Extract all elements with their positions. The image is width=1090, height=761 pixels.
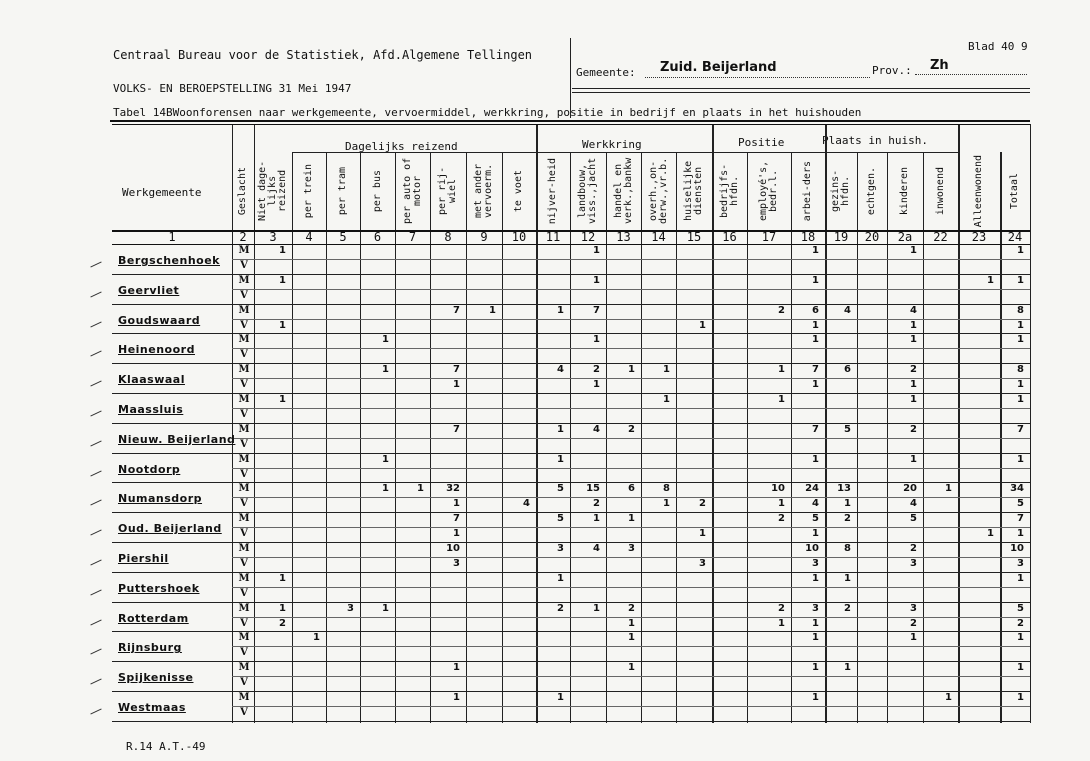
cell-value: 1 xyxy=(593,602,600,614)
cell-value: 2 xyxy=(910,617,917,629)
cell-value: 1 xyxy=(1017,572,1024,584)
sex-v: V xyxy=(240,528,248,540)
check-mark-icon xyxy=(90,411,101,417)
bureau-title: Centraal Bureau voor de Statistiek, Afd.Algemene Tellingen xyxy=(113,48,533,62)
werkgemeente-name: Klaaswaal xyxy=(118,373,185,387)
column-header-label: Alleenwonend xyxy=(973,154,984,228)
cell-value: 1 xyxy=(489,304,496,316)
cell-value: 1 xyxy=(812,334,819,346)
sex-m: M xyxy=(238,632,250,644)
column-header-10 xyxy=(502,156,536,226)
cell-value: 2 xyxy=(778,304,785,316)
cell-value: 1 xyxy=(453,528,460,540)
column-number: 24 xyxy=(1007,230,1023,244)
column-number: 8 xyxy=(444,230,452,244)
check-mark-icon xyxy=(90,321,101,327)
cell-value: 1 xyxy=(910,245,917,256)
cell-value: 2 xyxy=(778,513,785,525)
cell-value: 1 xyxy=(663,498,670,510)
column-number: 16 xyxy=(722,230,737,244)
cell-value: 34 xyxy=(1010,483,1024,495)
cell-value: 1 xyxy=(812,617,819,629)
cell-value: 7 xyxy=(453,364,460,376)
cell-value: 1 xyxy=(812,453,819,465)
column-header-6 xyxy=(360,156,395,226)
column-header-13 xyxy=(606,156,641,226)
column-number: 2a xyxy=(897,230,913,244)
cell-value: 1 xyxy=(987,528,994,540)
check-mark-icon xyxy=(90,589,101,595)
check-mark-icon xyxy=(90,381,101,387)
sex-v: V xyxy=(240,468,248,480)
cell-value: 3 xyxy=(453,557,460,569)
cell-value: 2 xyxy=(910,423,917,435)
sex-m: M xyxy=(238,543,250,554)
sex-m: M xyxy=(238,483,250,495)
cell-value: 1 xyxy=(593,334,600,346)
group-werkkring: Werkkring xyxy=(582,138,642,151)
column-number: 18 xyxy=(800,230,816,244)
cell-value: 1 xyxy=(812,528,819,540)
sex-v: V xyxy=(240,587,248,599)
cell-value: 5 xyxy=(557,513,564,525)
cell-value: 1 xyxy=(987,274,994,286)
column-number: 10 xyxy=(511,230,527,244)
cell-value: 24 xyxy=(805,483,819,495)
cell-value: 1 xyxy=(382,602,389,614)
column-number: 20 xyxy=(864,230,880,244)
cell-value: 2 xyxy=(699,498,706,510)
cell-value: 10 xyxy=(771,483,785,495)
cell-value: 1 xyxy=(593,513,600,525)
column-number: 15 xyxy=(686,230,702,244)
column-header-5 xyxy=(326,156,360,226)
column-number: 19 xyxy=(833,230,849,244)
werkgemeente-name: Piershil xyxy=(118,552,169,565)
cell-value: 3 xyxy=(812,602,819,614)
sex-v: V xyxy=(240,677,248,689)
column-header-23 xyxy=(958,156,1000,226)
sex-v: V xyxy=(240,438,248,450)
cell-value: 7 xyxy=(453,513,460,525)
cell-value: 1 xyxy=(778,394,785,405)
cell-value: 2 xyxy=(557,602,564,614)
cell-value: 1 xyxy=(1017,692,1024,703)
gemeente-label: Gemeente: xyxy=(576,66,636,79)
column-header-19 xyxy=(825,156,857,226)
prov-label: Prov.: xyxy=(872,64,912,77)
cell-value: 1 xyxy=(812,245,819,256)
check-mark-icon xyxy=(90,530,101,536)
sex-m: M xyxy=(238,692,250,703)
cell-value: 1 xyxy=(1017,394,1024,405)
check-mark-icon xyxy=(90,351,101,357)
column-header-24 xyxy=(1000,156,1030,226)
cell-value: 1 xyxy=(557,423,564,435)
cell-value: 1 xyxy=(812,319,819,331)
cell-value: 1 xyxy=(812,572,819,584)
column-number: 7 xyxy=(408,230,417,244)
sex-m: M xyxy=(238,453,250,465)
cell-value: 1 xyxy=(844,498,851,510)
column-header-label: overh.,on-derw.,vr.b. xyxy=(647,157,669,225)
cell-value: 7 xyxy=(593,304,600,316)
column-number: 23 xyxy=(971,230,987,244)
cell-value: 1 xyxy=(910,334,917,346)
cell-value: 1 xyxy=(812,274,819,286)
cell-value: 32 xyxy=(446,483,460,495)
werkgemeente-name: Nootdorp xyxy=(118,462,181,476)
column-number: 3 xyxy=(269,230,277,244)
group-positie: Positie xyxy=(738,136,785,149)
column-header-label: kinderen xyxy=(899,166,910,216)
cell-value: 10 xyxy=(1010,543,1024,554)
cell-value: 1 xyxy=(1017,528,1024,540)
check-mark-icon xyxy=(90,709,101,715)
cell-value: 1 xyxy=(1017,379,1024,391)
cell-value: 2 xyxy=(1017,617,1024,629)
cell-value: 3 xyxy=(347,602,354,614)
cell-value: 1 xyxy=(279,394,286,405)
werkgemeente-name: Rotterdam xyxy=(118,611,189,625)
cell-value: 13 xyxy=(837,483,851,495)
cell-value: 2 xyxy=(778,602,785,614)
column-header-17 xyxy=(747,156,791,226)
cell-value: 8 xyxy=(663,483,670,495)
column-header-18 xyxy=(791,156,825,226)
column-header-4 xyxy=(292,156,326,226)
cell-value: 2 xyxy=(279,617,286,629)
column-header-label: Totaal xyxy=(1009,172,1020,210)
column-header-16 xyxy=(712,156,747,226)
cell-value: 4 xyxy=(910,498,917,510)
sex-m: M xyxy=(238,423,250,435)
cell-value: 1 xyxy=(628,617,635,629)
cell-value: 1 xyxy=(382,483,389,495)
cell-value: 7 xyxy=(1017,423,1024,435)
check-mark-icon xyxy=(90,470,101,476)
column-header-2a xyxy=(887,156,923,226)
column-header-label: handel en verk.,bankw xyxy=(612,157,634,225)
sex-m: M xyxy=(238,394,250,405)
column-header-label: per bus xyxy=(371,169,383,213)
werkgemeente-name: Heinenoord xyxy=(118,343,195,357)
sex-m: M xyxy=(238,334,250,346)
cell-value: 1 xyxy=(593,245,600,256)
group-plaats: Plaats in huish. xyxy=(822,134,928,147)
sex-v: V xyxy=(240,319,248,331)
header-werkgemeente: Werkgemeente xyxy=(122,186,202,199)
cell-value: 1 xyxy=(453,498,460,510)
column-header-label: Geslacht xyxy=(237,166,248,216)
column-header-11 xyxy=(536,156,570,226)
sex-v: V xyxy=(240,557,248,569)
cell-value: 1 xyxy=(382,334,389,346)
werkgemeente-name: Nieuw. Beijerland xyxy=(118,432,236,446)
column-number: 12 xyxy=(580,230,596,244)
cell-value: 7 xyxy=(453,304,460,316)
column-number: 5 xyxy=(339,230,347,244)
cell-value: 1 xyxy=(844,662,851,674)
cell-value: 1 xyxy=(945,483,952,495)
census-title: VOLKS- EN BEROEPSTELLING 31 Mei 1947 xyxy=(113,82,352,95)
check-mark-icon xyxy=(90,500,101,506)
cell-value: 2 xyxy=(844,602,851,614)
cell-value: 5 xyxy=(557,483,564,495)
column-header-label: per rij-wiel xyxy=(437,166,458,216)
cell-value: 1 xyxy=(453,379,460,391)
sex-v: V xyxy=(240,647,248,659)
werkgemeente-name: Goudswaard xyxy=(118,313,201,327)
column-number: 4 xyxy=(305,230,313,244)
cell-value: 1 xyxy=(1017,334,1024,346)
column-header-15 xyxy=(676,156,712,226)
cell-value: 2 xyxy=(628,602,635,614)
cell-value: 1 xyxy=(453,692,460,703)
sex-v: V xyxy=(240,617,248,629)
cell-value: 15 xyxy=(586,483,600,495)
cell-value: 4 xyxy=(844,304,851,316)
cell-value: 1 xyxy=(699,319,706,331)
cell-value: 7 xyxy=(812,364,819,376)
werkgemeente-name: Spijkenisse xyxy=(118,671,194,685)
cell-value: 6 xyxy=(812,304,819,316)
cell-value: 1 xyxy=(628,662,635,674)
cell-value: 2 xyxy=(628,423,635,435)
column-number: 13 xyxy=(616,230,631,244)
column-header-label: gezins-hfdn. xyxy=(830,169,851,213)
cell-value: 1 xyxy=(812,632,819,644)
check-mark-icon xyxy=(90,440,101,446)
cell-value: 1 xyxy=(279,319,286,331)
cell-value: 8 xyxy=(844,543,851,554)
cell-value: 3 xyxy=(557,543,564,554)
cell-value: 3 xyxy=(699,557,706,569)
cell-value: 5 xyxy=(844,423,851,435)
column-header-label: bedrijfs-hfdn. xyxy=(718,163,740,219)
cell-value: 1 xyxy=(812,692,819,703)
column-number: 9 xyxy=(480,230,488,244)
sex-v: V xyxy=(240,379,248,391)
cell-value: 1 xyxy=(593,379,600,391)
cell-value: 8 xyxy=(1017,304,1024,316)
cell-value: 8 xyxy=(1017,364,1024,376)
cell-value: 3 xyxy=(1017,557,1024,569)
werkgemeente-name: Rijnsburg xyxy=(118,641,182,655)
column-header-label: Niet dage-lijks reizend xyxy=(257,160,288,222)
cell-value: 1 xyxy=(417,483,424,495)
cell-value: 1 xyxy=(910,632,917,644)
column-header-label: huiselijke diensten xyxy=(683,160,704,222)
cell-value: 1 xyxy=(1017,632,1024,644)
column-header-20 xyxy=(857,156,887,226)
cell-value: 1 xyxy=(279,572,286,584)
cell-value: 3 xyxy=(910,602,917,614)
column-number: 2 xyxy=(239,230,247,244)
cell-value: 1 xyxy=(663,364,670,376)
table-title: Tabel 14BWoonforensen naar werkgemeente, vervoermiddel, werkkring, positie in bedrijf en plaats in het huishouden xyxy=(113,106,862,119)
cell-value: 6 xyxy=(628,483,635,495)
column-header-label: nijver-heid xyxy=(547,157,558,225)
cell-value: 20 xyxy=(903,483,917,495)
cell-value: 1 xyxy=(910,394,917,405)
column-header-label: landbouw, viss.,jacht xyxy=(577,157,598,225)
cell-value: 1 xyxy=(279,602,286,614)
cell-value: 4 xyxy=(523,498,530,510)
cell-value: 1 xyxy=(279,245,286,256)
cell-value: 1 xyxy=(628,632,635,644)
cell-value: 5 xyxy=(812,513,819,525)
cell-value: 2 xyxy=(910,543,917,554)
werkgemeente-name: Bergschenhoek xyxy=(118,254,220,267)
cell-value: 10 xyxy=(805,543,819,554)
column-number: 17 xyxy=(761,230,777,244)
cell-value: 2 xyxy=(593,364,600,376)
column-header-label: te voet xyxy=(513,169,524,213)
column-number: 14 xyxy=(651,230,666,244)
cell-value: 1 xyxy=(812,662,819,674)
cell-value: 2 xyxy=(844,513,851,525)
column-number: 11 xyxy=(545,230,561,244)
cell-value: 1 xyxy=(663,394,670,405)
column-header-3 xyxy=(254,156,292,226)
cell-value: 1 xyxy=(453,662,460,674)
column-header-22 xyxy=(923,156,958,226)
sex-m: M xyxy=(238,245,250,256)
cell-value: 1 xyxy=(557,304,564,316)
cell-value: 1 xyxy=(557,572,564,584)
cell-value: 1 xyxy=(382,364,389,376)
cell-value: 4 xyxy=(910,304,917,316)
cell-value: 4 xyxy=(593,543,600,554)
cell-value: 5 xyxy=(1017,602,1024,614)
cell-value: 2 xyxy=(593,498,600,510)
cell-value: 1 xyxy=(557,692,564,703)
column-number: 22 xyxy=(933,230,948,244)
cell-value: 1 xyxy=(593,274,600,286)
cell-value: 4 xyxy=(557,364,564,376)
form-footer: R.14 A.T.-49 xyxy=(126,740,206,753)
column-header-8 xyxy=(430,156,466,226)
column-header-label: per auto of motor xyxy=(401,157,423,225)
column-header-9 xyxy=(466,156,502,226)
sex-v: V xyxy=(240,408,248,420)
cell-value: 1 xyxy=(382,453,389,465)
werkgemeente-name: Oud. Beijerland xyxy=(118,522,222,536)
cell-value: 2 xyxy=(910,364,917,376)
cell-value: 3 xyxy=(812,557,819,569)
cell-value: 1 xyxy=(778,498,785,510)
cell-value: 5 xyxy=(910,513,917,525)
cell-value: 7 xyxy=(812,423,819,435)
cell-value: 1 xyxy=(778,617,785,629)
cell-value: 1 xyxy=(628,364,635,376)
cell-value: 1 xyxy=(910,453,917,465)
sex-m: M xyxy=(238,513,250,525)
sex-m: M xyxy=(238,572,250,584)
sex-v: V xyxy=(240,706,248,718)
sex-v: V xyxy=(240,349,248,361)
cell-value: 7 xyxy=(1017,513,1024,525)
cell-value: 3 xyxy=(628,543,635,554)
cell-value: 1 xyxy=(1017,453,1024,465)
column-number: 6 xyxy=(373,230,382,244)
column-header-label: met ander vervoerm. xyxy=(473,163,494,219)
column-header-label: employé's, bedr.l. xyxy=(758,160,779,222)
cell-value: 6 xyxy=(844,364,851,376)
sex-m: M xyxy=(238,602,250,614)
cell-value: 1 xyxy=(1017,662,1024,674)
sex-m: M xyxy=(238,662,250,674)
check-mark-icon xyxy=(90,649,101,655)
column-header-14 xyxy=(641,156,676,226)
werkgemeente-name: Maassluis xyxy=(118,403,184,416)
cell-value: 1 xyxy=(910,319,917,331)
column-header-label: inwonend xyxy=(934,166,946,216)
cell-value: 1 xyxy=(279,274,286,286)
sex-v: V xyxy=(240,259,248,271)
column-number: 1 xyxy=(168,230,176,244)
column-header-label: arbei-ders xyxy=(802,160,813,222)
group-dagelijks: Dagelijks reizend xyxy=(345,140,458,153)
cell-value: 7 xyxy=(453,423,460,435)
check-mark-icon xyxy=(90,560,101,566)
check-mark-icon xyxy=(90,679,101,685)
sex-m: M xyxy=(238,364,250,376)
cell-value: 1 xyxy=(945,692,952,703)
werkgemeente-name: Geervliet xyxy=(118,283,180,297)
cell-value: 1 xyxy=(812,379,819,391)
blad-number: Blad 40 9 xyxy=(968,40,1028,53)
sex-v: V xyxy=(240,498,248,510)
cell-value: 5 xyxy=(1017,498,1024,510)
cell-value: 1 xyxy=(1017,274,1024,286)
cell-value: 4 xyxy=(593,423,600,435)
check-mark-icon xyxy=(90,291,101,297)
cell-value: 1 xyxy=(1017,245,1024,256)
cell-value: 1 xyxy=(699,528,706,540)
column-header-label: per tram xyxy=(337,166,348,216)
sex-m: M xyxy=(238,274,250,286)
cell-value: 4 xyxy=(812,498,819,510)
cell-value: 1 xyxy=(778,364,785,376)
column-header-label: echtgen. xyxy=(866,166,877,216)
cell-value: 1 xyxy=(910,379,917,391)
cell-value: 10 xyxy=(446,543,460,554)
werkgemeente-name: Numansdorp xyxy=(118,492,203,506)
sex-v: V xyxy=(240,289,248,301)
cell-value: 3 xyxy=(910,557,917,569)
cell-value: 1 xyxy=(628,513,635,525)
cell-value: 1 xyxy=(557,453,564,465)
check-mark-icon xyxy=(90,262,101,268)
werkgemeente-name: Westmaas xyxy=(118,701,186,714)
column-header-label: per trein xyxy=(303,163,314,219)
prov-value: Zh xyxy=(930,58,949,73)
sex-m: M xyxy=(238,304,250,316)
werkgemeente-name: Puttershoek xyxy=(118,581,200,595)
cell-value: 1 xyxy=(844,572,851,584)
cell-value: 1 xyxy=(1017,319,1024,331)
gemeente-value: Zuid. Beijerland xyxy=(660,60,777,75)
check-mark-icon xyxy=(90,619,101,625)
column-header-2 xyxy=(232,156,254,226)
cell-value: 1 xyxy=(313,632,320,644)
column-header-7 xyxy=(395,156,430,226)
column-header-12 xyxy=(570,156,606,226)
